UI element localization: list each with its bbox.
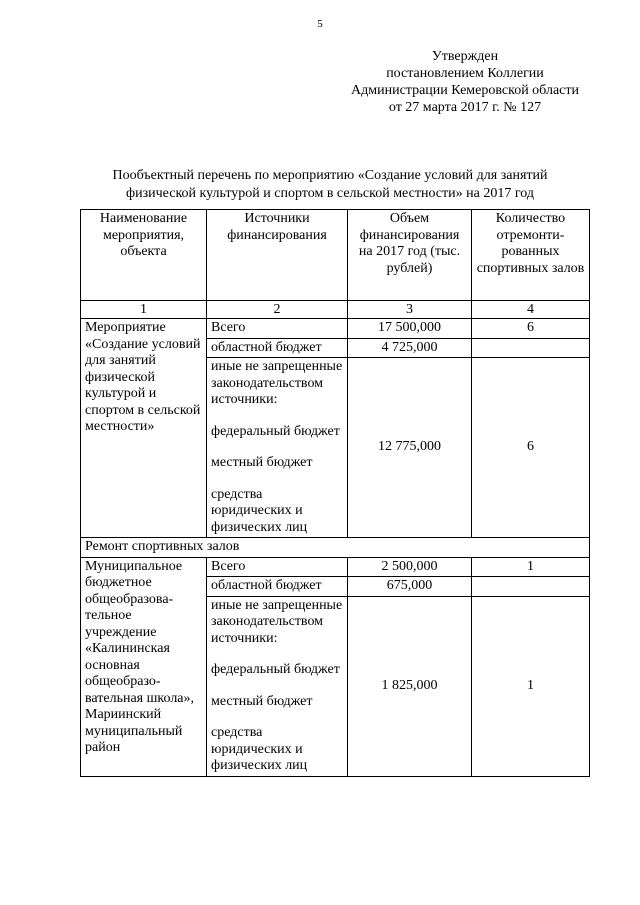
- total-count: 1: [472, 557, 590, 577]
- regional-count: [472, 338, 590, 358]
- event-name: Мероприятие «Создание условий для занятий физической культурой и спортом в сельской местности»: [81, 319, 207, 538]
- table-row: [81, 557, 590, 577]
- header-source: Источники финансирования: [207, 210, 348, 301]
- object-name: Муниципальное бюджетное общеобразова-тельное учреждение «Калининская основная общеобразо-вательная школа», Мариинский муниципальный район: [81, 557, 207, 776]
- table-row: [81, 319, 590, 339]
- private-label: средства юридических и физических лиц: [211, 725, 308, 773]
- other-label: иные не запрещенные законодательством источники:: [211, 359, 343, 407]
- column-number: 4: [472, 301, 590, 319]
- other-amount: 1 825,000: [348, 596, 472, 776]
- other-sources-cell: [207, 596, 348, 776]
- federal-label: федеральный бюджет: [211, 423, 340, 439]
- local-label: местный бюджет: [211, 455, 313, 470]
- header-name: Наименование мероприятия, объекта: [81, 210, 207, 301]
- regional-label: областной бюджет: [207, 577, 348, 597]
- other-count: 1: [472, 596, 590, 776]
- title-line-2: физической культурой и спортом в сельской местности» на 2017 год: [126, 186, 534, 201]
- local-label: местный бюджет: [211, 693, 313, 709]
- other-sources-cell: [207, 358, 348, 538]
- other-count: 6: [472, 358, 590, 538]
- total-label: Всего: [207, 319, 348, 339]
- section-title: Ремонт спортивных залов: [81, 538, 590, 558]
- section-row: [81, 538, 590, 558]
- column-number: 3: [348, 301, 472, 319]
- private-label: средства юридических и физических лиц: [211, 486, 308, 535]
- financing-table: [80, 209, 590, 777]
- column-number-row: [81, 301, 590, 319]
- total-amount: 17 500,000: [348, 319, 472, 339]
- approval-line-1: Утвержден: [431, 49, 499, 64]
- regional-amount: 675,000: [348, 577, 472, 597]
- document-title: [80, 167, 580, 203]
- column-number: 1: [81, 301, 207, 319]
- total-amount: 2 500,000: [348, 557, 472, 577]
- page-number: 5: [317, 18, 323, 30]
- regional-label: областной бюджет: [207, 338, 348, 358]
- title-line-1: Пообъектный перечень по мероприятию «Создание условий для занятий: [112, 168, 548, 183]
- table-header-row: [81, 210, 590, 301]
- approval-stamp: [330, 48, 600, 116]
- header-amount: Объем финансирования на 2017 год (тыс. рублей): [348, 210, 472, 301]
- regional-amount: 4 725,000: [348, 338, 472, 358]
- total-label: Всего: [207, 557, 348, 577]
- total-count: 6: [472, 319, 590, 339]
- approval-line-4: от 27 марта 2017 г. № 127: [388, 100, 542, 115]
- column-number: 2: [207, 301, 348, 319]
- approval-line-3: Администрации Кемеровской области: [351, 83, 579, 98]
- federal-label: федеральный бюджет: [211, 662, 340, 677]
- header-count: Количество отремонти-рованных спортивных залов: [472, 210, 590, 301]
- other-label: иные не запрещенные законодательством источники:: [211, 597, 343, 646]
- other-amount: 12 775,000: [348, 358, 472, 538]
- approval-line-2: постановлением Коллегии: [386, 66, 544, 81]
- regional-count: [472, 577, 590, 597]
